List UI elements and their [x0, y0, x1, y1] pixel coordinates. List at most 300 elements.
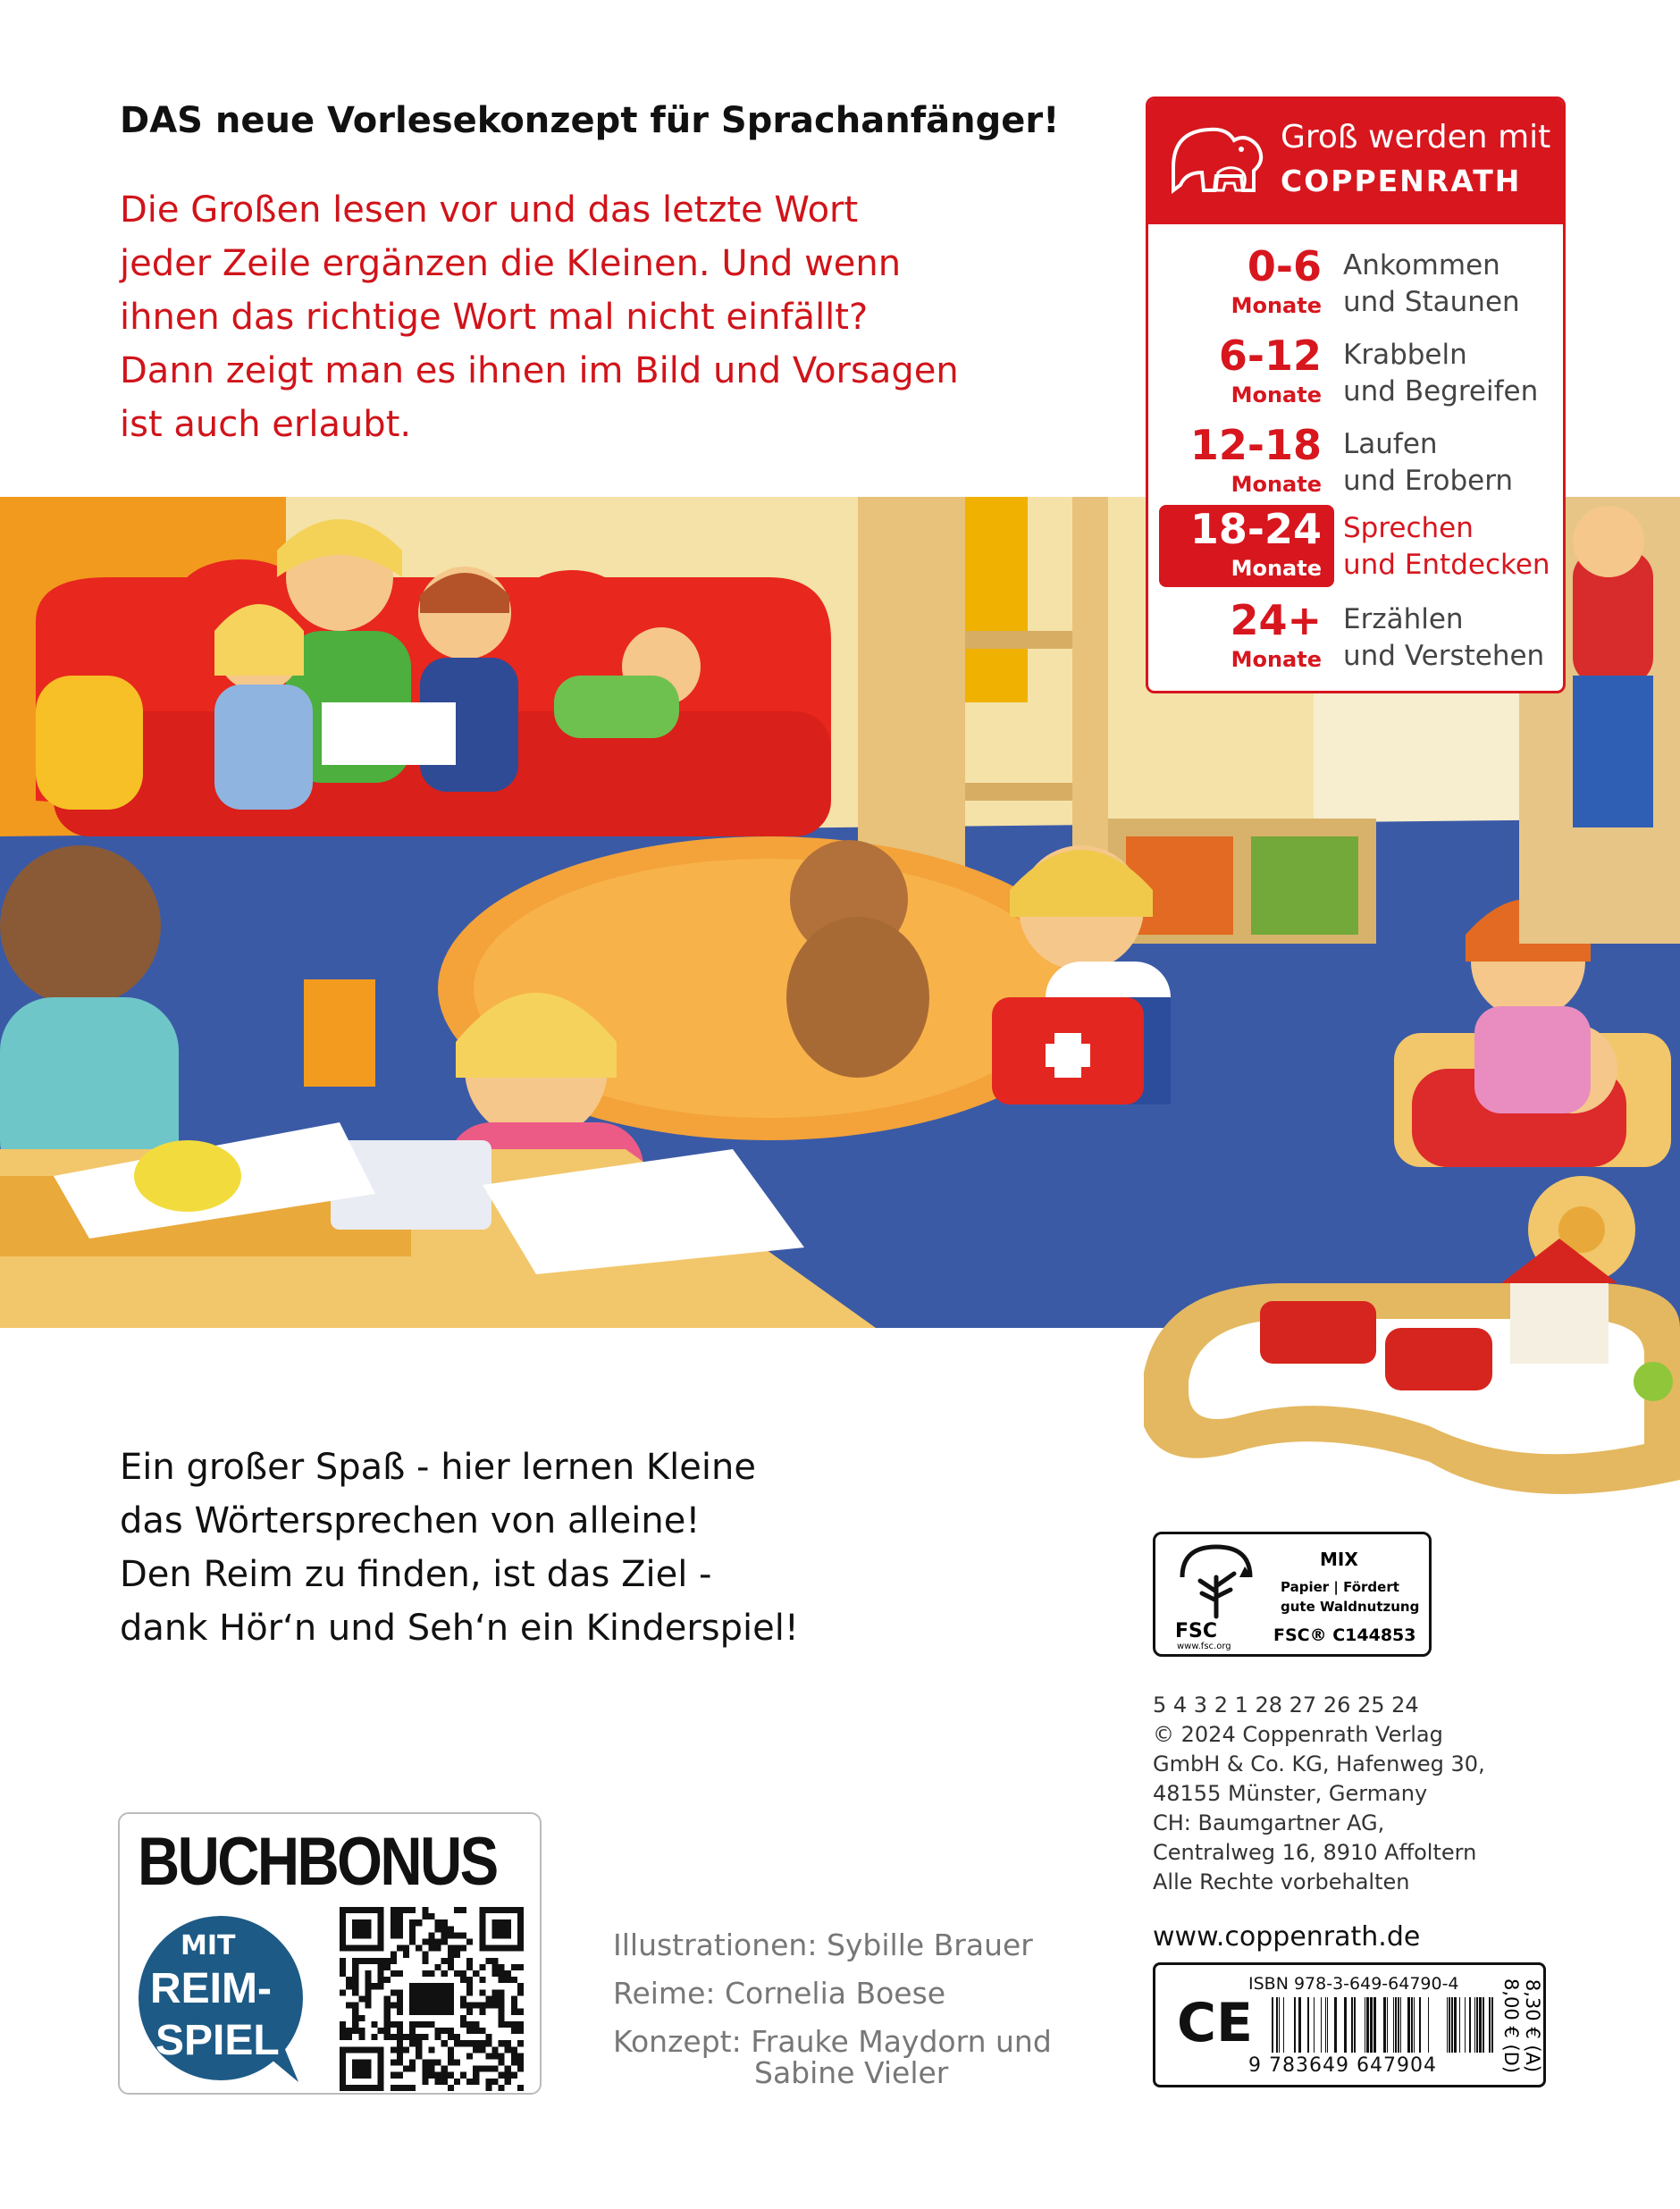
qr-module	[473, 1970, 479, 1977]
legal-line: Centralweg 16, 8910 Affoltern	[1153, 1840, 1477, 1865]
qr-module	[441, 2066, 448, 2072]
qr-module	[397, 2021, 403, 2028]
age-stage-line2: und Erobern	[1343, 465, 1514, 497]
qr-module	[499, 2021, 505, 2028]
qr-module	[340, 2021, 346, 2028]
qr-module	[435, 1919, 441, 1926]
qr-module	[511, 2009, 517, 2015]
qr-module	[466, 2040, 473, 2046]
barcode-box	[1153, 1962, 1546, 2087]
barcode-bar	[1321, 1997, 1322, 2053]
qr-module	[485, 2079, 491, 2085]
qr-module	[340, 1989, 346, 1995]
legal-info	[1153, 1691, 1485, 1897]
qr-module	[435, 1926, 441, 1932]
qr-module	[511, 2046, 517, 2053]
qr-module	[473, 2066, 479, 2072]
qr-module	[505, 2021, 511, 2028]
qr-module	[517, 2009, 524, 2015]
barcode-bar	[1272, 1997, 1273, 2053]
barcode-bar	[1449, 1997, 1450, 2053]
qr-module	[403, 1945, 409, 1952]
qr-module	[397, 1945, 403, 1952]
qr-module	[517, 2053, 524, 2059]
qr-module	[397, 1989, 403, 1995]
elephant-logo-icon	[1164, 113, 1272, 203]
barcode-bar	[1447, 1997, 1448, 2053]
qr-module	[397, 2040, 403, 2046]
qr-module	[391, 2003, 397, 2009]
qr-module	[428, 1945, 434, 1952]
qr-module	[441, 1932, 448, 1938]
qr-module	[352, 1977, 358, 1983]
qr-module	[466, 2028, 473, 2034]
qr-module	[511, 2021, 517, 2028]
barcode-bar	[1451, 1997, 1453, 2053]
qr-module	[473, 2021, 479, 2028]
qr-logo-bubble	[409, 1983, 454, 2015]
qr-module	[409, 1919, 416, 1926]
qr-module	[428, 1970, 434, 1977]
qr-module	[378, 1958, 384, 1964]
qr-module	[441, 2079, 448, 2085]
price-a: 8,30 € (A)	[1522, 1978, 1543, 2073]
qr-module	[384, 2028, 391, 2034]
qr-module	[409, 2066, 416, 2072]
qr-module	[435, 2059, 441, 2065]
qr-module	[409, 2085, 416, 2091]
isbn: ISBN 978-3-649-64790-4	[1248, 1974, 1459, 1994]
qr-module	[460, 1970, 466, 1977]
qr-module	[384, 2034, 391, 2040]
qr-module	[391, 1958, 397, 1964]
qr-module	[391, 1952, 397, 1958]
qr-module	[479, 1977, 485, 1983]
qr-module	[511, 2053, 517, 2059]
age-range-box	[1159, 596, 1334, 678]
qr-module	[485, 2066, 491, 2072]
qr-module	[448, 2072, 454, 2079]
qr-module	[473, 2003, 479, 2009]
qr-module	[473, 2079, 479, 2085]
barcode-bar	[1419, 1997, 1421, 2053]
qr-module	[448, 2053, 454, 2059]
qr-module	[409, 2028, 416, 2034]
qr-module	[409, 2059, 416, 2065]
legal-line: 5 4 3 2 1 28 27 26 25 24	[1153, 1692, 1419, 1718]
qr-module	[466, 1983, 473, 1989]
qr-module	[517, 2066, 524, 2072]
barcode-bar	[1483, 1997, 1484, 2053]
qr-module	[391, 1926, 397, 1932]
barcode	[1272, 1997, 1493, 2053]
qr-module	[397, 1970, 403, 1977]
qr-module	[340, 1970, 346, 1977]
qr-module	[466, 1977, 473, 1983]
age-row	[1148, 596, 1563, 678]
age-unit: Monate	[1231, 293, 1322, 318]
qr-module	[517, 2040, 524, 2046]
qr-module	[422, 2066, 428, 2072]
qr-module	[491, 2003, 498, 2009]
barcode-bar	[1314, 1997, 1315, 2053]
barcode-bar	[1344, 1997, 1347, 2053]
qr-module	[517, 2059, 524, 2065]
qr-module	[346, 2034, 352, 2040]
age-unit: Monate	[1231, 647, 1322, 672]
qr-module	[384, 2003, 391, 2009]
age-stage-line1: Ankommen	[1343, 249, 1500, 281]
age-stage-line2: und Entdecken	[1343, 549, 1550, 581]
qr-module	[372, 2021, 378, 2028]
barcode-bar	[1491, 1997, 1493, 2053]
qr-module	[499, 2040, 505, 2046]
age-stage-line2: und Staunen	[1343, 286, 1520, 318]
qr-module	[397, 2053, 403, 2059]
barcode-bar	[1325, 1997, 1326, 2053]
qr-module	[491, 1989, 498, 1995]
age-row-active	[1148, 505, 1563, 587]
fsc-logo-text: FSC	[1175, 1620, 1218, 1642]
qr-module	[505, 2079, 511, 2085]
qr-module	[372, 1958, 378, 1964]
qr-module	[448, 1958, 454, 1964]
qr-module	[499, 1970, 505, 1977]
age-stage-line1: Laufen	[1343, 428, 1438, 460]
qr-module	[479, 2028, 485, 2034]
credit-concept-2: Sabine Vieler	[754, 2055, 949, 2090]
qr-module	[454, 2059, 460, 2065]
barcode-bar	[1474, 1997, 1475, 2053]
age-unit: Monate	[1231, 472, 1322, 497]
qr-module	[460, 1977, 466, 1983]
qr-module	[485, 2003, 491, 2009]
qr-module	[365, 1995, 371, 2002]
fsc-code: FSC® C144853	[1273, 1625, 1416, 1645]
qr-module	[428, 1913, 434, 1919]
qr-module	[491, 1995, 498, 2002]
intro-line: Die Großen lesen vor und das letzte Wort	[120, 189, 859, 231]
qr-module	[479, 1989, 485, 1995]
qr-code[interactable]	[340, 1907, 524, 2091]
qr-module	[491, 2079, 498, 2085]
qr-module	[384, 2021, 391, 2028]
qr-module	[391, 1970, 397, 1977]
qr-module	[454, 1970, 460, 1977]
barcode-bar	[1294, 1997, 1296, 2053]
qr-module	[517, 2085, 524, 2091]
qr-module	[346, 1983, 352, 1989]
prices	[1499, 1972, 1545, 2083]
qr-module	[422, 2034, 428, 2040]
qr-module	[454, 2034, 460, 2040]
qr-module	[460, 2040, 466, 2046]
qr-module	[352, 2028, 358, 2034]
qr-module	[505, 2040, 511, 2046]
barcode-bar	[1276, 1997, 1278, 2053]
barcode-bar	[1307, 1997, 1309, 2053]
qr-module	[352, 1989, 358, 1995]
qr-module	[491, 2066, 498, 2072]
qr-module	[499, 2072, 505, 2079]
legal-line: 48155 Münster, Germany	[1153, 1781, 1428, 1806]
qr-module	[384, 1964, 391, 1970]
age-row	[1148, 421, 1563, 503]
buchbonus-card[interactable]	[118, 1812, 542, 2095]
qr-module	[428, 1932, 434, 1938]
qr-module	[409, 1939, 416, 1945]
qr-module	[441, 2072, 448, 2079]
qr-module	[499, 1995, 505, 2002]
qr-module	[460, 2015, 466, 2021]
qr-module	[409, 1907, 416, 1913]
qr-module	[384, 1977, 391, 1983]
qr-module	[422, 1939, 428, 1945]
qr-module	[384, 2015, 391, 2021]
qr-module	[511, 1977, 517, 1983]
rhyme-text	[120, 1440, 799, 1655]
qr-module	[511, 2003, 517, 2009]
barcode-bar	[1414, 1997, 1415, 2053]
qr-module	[448, 1952, 454, 1958]
qr-module	[358, 2034, 365, 2040]
website-link[interactable]: www.coppenrath.de	[1153, 1921, 1421, 1953]
barcode-bar	[1298, 1997, 1301, 2053]
qr-module	[391, 1919, 397, 1926]
qr-module	[460, 1907, 466, 1913]
qr-module	[517, 1989, 524, 1995]
price-d: 8,00 € (D)	[1500, 1978, 1522, 2074]
age-range: 6-12	[1218, 332, 1322, 380]
intro-line: Dann zeigt man es ihnen im Bild und Vorsagen	[120, 350, 959, 391]
qr-module	[340, 2034, 346, 2040]
qr-module	[499, 2015, 505, 2021]
age-unit: Monate	[1231, 382, 1322, 407]
legal-line: © 2024 Coppenrath Verlag	[1153, 1722, 1443, 1747]
qr-module	[466, 1989, 473, 1995]
qr-module	[441, 2028, 448, 2034]
qr-module	[422, 2072, 428, 2079]
qr-module	[352, 2003, 358, 2009]
qr-module	[397, 2028, 403, 2034]
qr-module	[505, 1977, 511, 1983]
age-range-box	[1159, 505, 1334, 587]
barcode-bar	[1387, 1997, 1388, 2053]
barcode-bar	[1327, 1997, 1328, 2053]
qr-module	[435, 2072, 441, 2079]
age-range-box	[1159, 242, 1334, 324]
legal-line: Alle Rechte vorbehalten	[1153, 1869, 1410, 1894]
qr-module	[391, 1932, 397, 1938]
qr-module	[448, 2085, 454, 2091]
qr-module	[422, 2021, 428, 2028]
qr-module	[391, 2072, 397, 2079]
qr-module	[397, 1926, 403, 1932]
barcode-bar	[1279, 1997, 1280, 2053]
fsc-tree-icon	[1175, 1541, 1257, 1620]
qr-module	[517, 2028, 524, 2034]
age-row	[1148, 242, 1563, 324]
qr-module	[441, 1919, 448, 1926]
qr-module	[473, 2040, 479, 2046]
qr-module	[511, 2059, 517, 2065]
fsc-url: www.fsc.org	[1177, 1642, 1231, 1651]
qr-module	[397, 2046, 403, 2053]
qr-module	[448, 1964, 454, 1970]
qr-module	[409, 1926, 416, 1932]
qr-module	[358, 2015, 365, 2021]
qr-module	[491, 2046, 498, 2053]
qr-module	[466, 2053, 473, 2059]
qr-module	[454, 1932, 460, 1938]
age-stage-line1: Sprechen	[1343, 512, 1474, 544]
intro-line: jeder Zeile ergänzen die Kleinen. Und wenn	[120, 243, 902, 284]
qr-finder-center	[352, 2059, 371, 2078]
qr-module	[435, 1964, 441, 1970]
headline: DAS neue Vorlesekonzept für Sprachanfänger!	[120, 100, 1060, 141]
barcode-bar	[1476, 1997, 1478, 2053]
age-badge-header	[1148, 99, 1563, 224]
rhyme-line: Den Reim zu finden, ist das Ziel -	[120, 1554, 712, 1595]
age-range: 12-18	[1189, 421, 1322, 469]
barcode-bar	[1411, 1997, 1413, 2053]
barcode-bar	[1395, 1997, 1397, 2053]
qr-module	[391, 2046, 397, 2053]
qr-module	[384, 1995, 391, 2002]
qr-module	[441, 2040, 448, 2046]
qr-module	[505, 2072, 511, 2079]
qr-finder-center	[352, 1919, 371, 1938]
qr-module	[448, 2046, 454, 2053]
age-unit: Monate	[1231, 556, 1322, 581]
qr-module	[403, 1952, 409, 1958]
qr-module	[454, 1907, 460, 1913]
barcode-bar	[1383, 1997, 1386, 2053]
barcode-bar	[1479, 1997, 1482, 2053]
qr-module	[511, 1995, 517, 2002]
legal-line: GmbH & Co. KG, Hafenweg 30,	[1153, 1751, 1485, 1776]
fsc-line2: gute Waldnutzung	[1281, 1599, 1420, 1615]
qr-module	[473, 2072, 479, 2079]
qr-module	[448, 2034, 454, 2040]
age-range: 18-24	[1189, 505, 1322, 553]
qr-module	[485, 2034, 491, 2040]
qr-module	[422, 2079, 428, 2085]
qr-module	[397, 1932, 403, 1938]
qr-module	[397, 2034, 403, 2040]
qr-module	[479, 2003, 485, 2009]
qr-module	[365, 1970, 371, 1977]
age-range-box	[1159, 332, 1334, 414]
qr-module	[416, 2053, 422, 2059]
qr-module	[378, 1983, 384, 1989]
qr-module	[485, 2040, 491, 2046]
qr-module	[397, 1907, 403, 1913]
qr-module	[409, 1932, 416, 1938]
barcode-bar	[1373, 1997, 1376, 2053]
qr-module	[466, 1958, 473, 1964]
qr-module	[403, 2066, 409, 2072]
barcode-bar	[1393, 1997, 1394, 2053]
qr-module	[435, 2034, 441, 2040]
qr-module	[391, 2059, 397, 2065]
age-row	[1148, 332, 1563, 414]
qr-module	[499, 1977, 505, 1983]
rhyme-line: dank Hör‘n und Seh‘n ein Kinderspiel!	[120, 1608, 799, 1649]
qr-module	[441, 1926, 448, 1932]
qr-module	[397, 2059, 403, 2065]
qr-module	[441, 1958, 448, 1964]
qr-module	[505, 2066, 511, 2072]
qr-module	[397, 2003, 403, 2009]
qr-module	[416, 2040, 422, 2046]
barcode-bar	[1489, 1997, 1491, 2053]
qr-module	[460, 2072, 466, 2079]
credits	[613, 1921, 1052, 2091]
qr-module	[365, 1983, 371, 1989]
qr-module	[358, 1958, 365, 1964]
fsc-label	[1153, 1532, 1432, 1657]
qr-module	[511, 2028, 517, 2034]
qr-module	[378, 2028, 384, 2034]
barcode-bar	[1428, 1997, 1429, 2053]
qr-module	[372, 1983, 378, 1989]
qr-module	[378, 1970, 384, 1977]
qr-module	[428, 2059, 434, 2065]
qr-module	[358, 1995, 365, 2002]
qr-module	[491, 1958, 498, 1964]
qr-module	[499, 2085, 505, 2091]
qr-module	[428, 2046, 434, 2053]
qr-module	[352, 1964, 358, 1970]
qr-module	[365, 1958, 371, 1964]
qr-module	[479, 2040, 485, 2046]
qr-module	[397, 1913, 403, 1919]
qr-module	[485, 1995, 491, 2002]
qr-module	[422, 1952, 428, 1958]
qr-module	[378, 1964, 384, 1970]
qr-module	[422, 1907, 428, 1913]
buchbonus-reim: REIM-	[150, 1965, 272, 2012]
qr-module	[397, 2085, 403, 2091]
age-range: 24+	[1230, 596, 1322, 644]
qr-module	[499, 2053, 505, 2059]
fsc-mix: MIX	[1320, 1549, 1358, 1570]
qr-module	[466, 2003, 473, 2009]
qr-module	[460, 2021, 466, 2028]
credit-rhymes: Reime: Cornelia Boese	[613, 1976, 946, 2011]
barcode-bar	[1469, 1997, 1471, 2053]
qr-module	[409, 2034, 416, 2040]
barcode-bar	[1351, 1997, 1353, 2053]
qr-module	[397, 2009, 403, 2015]
qr-module	[466, 2009, 473, 2015]
qr-module	[499, 1989, 505, 1995]
qr-module	[346, 2003, 352, 2009]
qr-module	[346, 2028, 352, 2034]
qr-module	[499, 2059, 505, 2065]
barcode-bar	[1398, 1997, 1399, 2053]
qr-module	[391, 1989, 397, 1995]
barcode-bar	[1400, 1997, 1401, 2053]
qr-finder-center	[491, 1919, 510, 1938]
qr-module	[403, 2046, 409, 2053]
qr-module	[416, 2034, 422, 2040]
qr-module	[485, 2053, 491, 2059]
qr-module	[428, 2021, 434, 2028]
qr-module	[428, 1939, 434, 1945]
qr-module	[491, 1970, 498, 1977]
